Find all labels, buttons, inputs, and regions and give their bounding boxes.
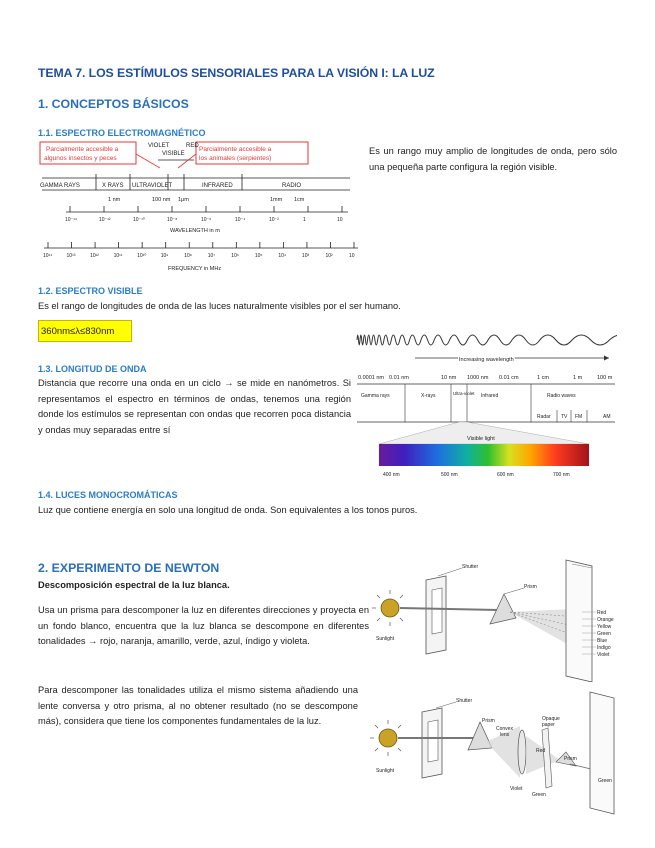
visible-light-label: Visible light [467,436,495,442]
scale-4: 0.01 cm [499,375,519,381]
section-1-4-text: Luz que contiene energía en solo una longitud de onda. Son equivalentes a los tonos puros. [38,505,418,515]
color-yellow: Yellow [597,624,612,630]
radio-sub-radar: Radar [537,414,551,420]
frequency-tick-label-6: 10⁸ [184,253,192,259]
shutter-label-2: Shutter [456,698,473,704]
nm-tick-700: 700 nm [553,472,570,478]
note-left-line1: Parcialmente accesible a [46,146,119,153]
prism-label-2: Prism [482,718,495,724]
scale-5: 1 cm [537,375,549,381]
frequency-tick-label-11: 10³ [301,253,310,259]
prism-label-3: Prism [564,756,577,762]
violet-label-2: Violet [510,786,523,792]
visible-spectrum-bar [379,444,589,466]
frequency-tick-label-10: 10⁴ [278,253,287,259]
tick-1nm: 1 nm [108,197,121,203]
wavelength-tick-label-8: 10 [337,217,343,223]
convex-lens-label-2: lens [500,732,510,738]
scale-0: 0.0001 nm [358,375,384,381]
section-2-paragraph-2: Para descomponer las tonalidades utiliza el mismo sistema añadiendo una lente conversa y otro prisma, al no obtener resultado (no se descompone más), considera que tiene los componentes fundamentales de la luz. [38,685,358,726]
wavelength-label: WAVELENGTH in m [170,228,220,234]
wavelength-ticks [65,206,343,223]
band-ultraviolet: Ultra-violet [453,391,475,396]
frequency-label: FREQUENCY in MHz [168,266,222,272]
red-label: RED [186,143,199,149]
frequency-tick-label-4: 10¹⁰ [137,253,147,259]
band-gamma-rays: Gamma rays [361,393,390,399]
color-green: Green [597,631,611,637]
scale-3: 1000 nm [467,375,489,381]
opaque-paper-label-1: Opaque [542,716,560,722]
wavelength-tick-label-1: 10⁻¹² [99,217,111,223]
increasing-wave [357,335,617,345]
band-uv: ULTRAVIOLET [132,183,173,189]
section-1-4-heading: 1.4. LUCES MONOCROMÁTICAS [38,490,178,500]
wavelength-tick-label-7: 1 [303,217,306,223]
frequency-tick-label-8: 10⁶ [231,253,239,259]
sunlight-label-2: Sunlight [376,768,395,774]
frequency-tick-label-0: 10¹⁴ [43,253,53,259]
tick-1um: 1μm [178,197,189,203]
wavelength-tick-label-4: 10⁻⁶ [201,217,212,223]
scale-6: 1 m [573,375,583,381]
visible-range-highlight: 360nm≤λ≤830nm [38,320,132,342]
increasing-wavelength-label: Increasing wavelength [459,357,514,363]
frequency-tick-label-7: 10⁷ [207,253,216,259]
note-right-line2: los animales (serpientes) [199,155,272,162]
section-2-subtitle: Descomposición espectral de la luz blanca. [38,580,230,590]
wavelength-tick-label-6: 10⁻² [269,217,279,223]
em-spectrum-figure [36,138,366,274]
wavelength-tick-label-2: 10⁻¹⁰ [133,217,145,223]
section-1-2-heading: 1.2. ESPECTRO VISIBLE [38,286,143,296]
note-left-line2: algunos insectos y peces [44,155,117,162]
prism-label: Prism [524,584,537,590]
section-1-2-text: Es el rango de longitudes de onda de las luces naturalmente visibles por el ser humano. [38,301,401,311]
nm-tick-500: 500 nm [441,472,458,478]
color-red: Red [597,610,607,616]
band-infrared: Infrared [481,393,499,399]
wavelength-tick-label-0: 10⁻¹⁴ [65,217,78,223]
frequency-tick-label-12: 10² [325,253,333,259]
green-label-2: Green [532,792,546,798]
wavelength-tick-label-3: 10⁻⁸ [167,217,178,223]
scale-1: 0.01 nm [389,375,409,381]
band-x-rays: X-rays [421,393,436,399]
page-title: TEMA 7. LOS ESTÍMULOS SENSORIALES PARA LA VISIÓN I: LA LUZ [38,66,435,80]
radio-sub-fm: FM [575,414,583,420]
visible-label: VISIBLE [162,151,185,157]
shutter-label: Shutter [462,564,479,570]
frequency-tick-label-13: 10 [349,253,355,259]
frequency-tick-label-3: 10¹¹ [113,253,123,259]
band-ir: INFRARED [202,183,233,189]
section-1-heading: 1. CONCEPTOS BÁSICOS [38,97,189,111]
section-1-3-text: Distancia que recorre una onda en un ciclo → se mide en nanómetros. Si representamos el espectro en términos de ondas, tenemos una región donde los estímulos se representan con ondas que recorren poca distancia y ondas muy separadas entre sí [38,378,351,435]
section-2-paragraph-1: Usa un prisma para descomponer la luz en diferentes direcciones y proyecta en un fondo blanco, encuentra que la luz blanca se descompone en diferentes tonalidades → rojo, naranja, amarillo, verde, azul, índigo y violeta. [38,605,369,646]
color-orange: Orange [597,617,614,623]
tick-1mm: 1mm [270,197,283,203]
scale-2: 10 nm [441,375,457,381]
frequency-tick-label-2: 10¹² [90,253,99,259]
newton-lens-figure [370,690,632,816]
band-xrays: X RAYS [102,183,124,189]
tick-100nm: 100 nm [152,197,171,203]
color-indigo: Indigo [597,645,611,651]
wavelength-spectrum-figure [355,326,617,484]
green-label-3: Green [598,778,612,784]
frequency-tick-label-5: 10⁹ [160,253,169,259]
opaque-paper-label-2: paper [542,722,555,728]
color-violet: Violet [597,652,610,658]
section-1-1-heading: 1.1. ESPECTRO ELECTROMAGNÉTICO [38,128,206,138]
tick-1cm: 1cm [294,197,305,203]
frequency-ticks [43,242,355,259]
radio-sub-tv: TV [561,414,568,420]
band-radio-waves: Radio waves [547,393,576,399]
sunlight-label: Sunlight [376,636,395,642]
section-1-1-text: Es un rango muy amplio de longitudes de onda, pero sólo una pequeña parte configura la región visible. [369,146,617,172]
color-blue: Blue [597,638,608,644]
radio-sub-am: AM [603,414,611,420]
nm-tick-600: 600 nm [497,472,514,478]
scale-7: 100 m [597,375,613,381]
convex-lens-label-1: Convex [496,726,513,732]
section-1-3-heading: 1.3. LONGITUD DE ONDA [38,364,147,374]
red-label-2: Red [536,748,546,754]
frequency-tick-label-1: 10¹³ [66,253,76,259]
note-right-line1: Parcialmente accesible a [199,146,272,153]
frequency-tick-label-9: 10⁵ [254,253,263,259]
violet-label: VIOLET [148,143,170,149]
wavelength-tick-label-5: 10⁻⁴ [235,217,246,223]
nm-tick-400: 400 nm [383,472,400,478]
section-2-heading: 2. EXPERIMENTO DE NEWTON [38,561,220,575]
newton-prism-figure [370,558,632,682]
band-gamma: GAMMA RAYS [40,183,80,189]
band-radio: RADIO [282,183,302,189]
